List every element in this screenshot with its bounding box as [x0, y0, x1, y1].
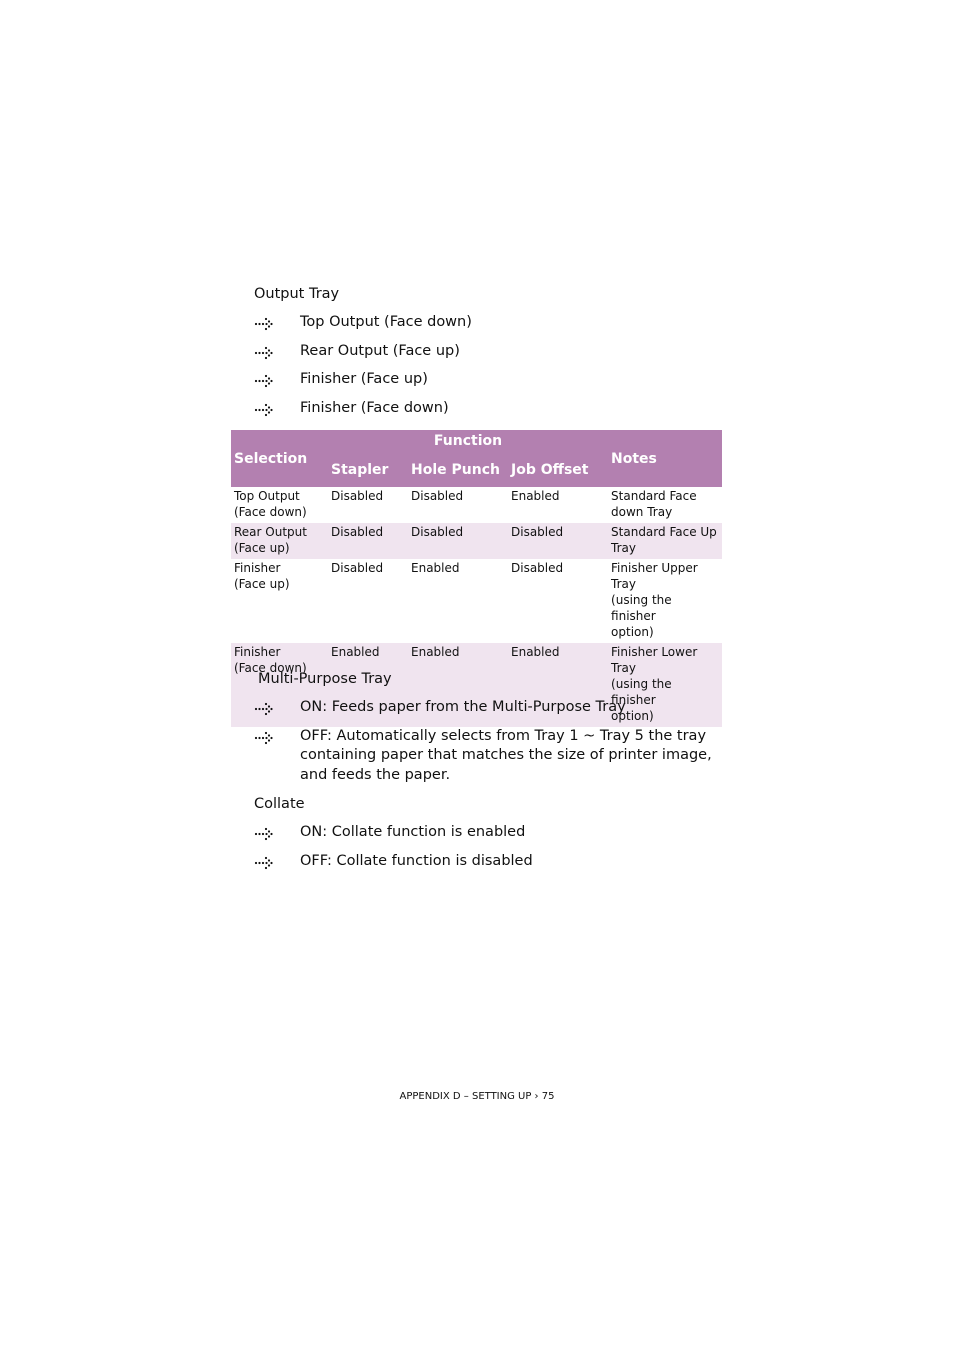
table-row	[231, 559, 722, 643]
cell-stapler: Disabled	[328, 523, 408, 559]
arrow-bullet-icon	[254, 399, 276, 419]
cell-selection: Finisher (Face up)	[231, 559, 328, 643]
header-function: Function	[328, 430, 608, 452]
header-job-offset: Job Offset	[508, 452, 608, 487]
arrow-bullet-icon	[254, 852, 276, 872]
page-footer: APPENDIX D – SETTING UP › 75	[399, 1091, 555, 1102]
list-item: ON: Feeds paper from the Multi-Purpose Tray	[254, 698, 724, 718]
arrow-bullet-icon	[254, 698, 276, 718]
cell-hole-punch: Enabled	[408, 559, 508, 643]
header-stapler: Stapler	[328, 452, 408, 487]
multi-purpose-tray-list	[254, 698, 724, 785]
arrow-bullet-icon	[254, 727, 276, 747]
list-item: Finisher (Face up)	[254, 370, 724, 390]
cell-hole-punch: Disabled	[408, 487, 508, 523]
cell-notes: Finisher Lower Tray (using the finisher option)	[608, 643, 722, 727]
arrow-bullet-icon	[254, 313, 276, 333]
arrow-bullet-icon	[254, 342, 276, 362]
header-hole-punch: Hole Punch	[408, 452, 508, 487]
arrow-bullet-icon	[254, 370, 276, 390]
cell-hole-punch: Disabled	[408, 523, 508, 559]
table-row	[231, 487, 722, 523]
list-item: Top Output (Face down)	[254, 313, 724, 333]
list-item: Rear Output (Face up)	[254, 342, 724, 362]
header-selection: Selection	[231, 430, 328, 487]
header-notes: Notes	[608, 430, 722, 487]
cell-job-offset: Disabled	[508, 523, 608, 559]
multi-purpose-tray-heading: Multi-Purpose Tray	[258, 671, 392, 687]
list-item: OFF: Collate function is disabled	[254, 852, 724, 872]
collate-heading: Collate	[254, 796, 305, 812]
cell-hole-punch: Enabled	[408, 643, 508, 727]
list-item: Finisher (Face down)	[254, 399, 724, 419]
cell-stapler: Disabled	[328, 559, 408, 643]
cell-selection: Top Output (Face down)	[231, 487, 328, 523]
collate-list	[254, 823, 724, 871]
cell-job-offset: Disabled	[508, 559, 608, 643]
cell-job-offset: Enabled	[508, 487, 608, 523]
cell-stapler: Disabled	[328, 487, 408, 523]
cell-job-offset: Enabled	[508, 643, 608, 727]
cell-selection: Rear Output (Face up)	[231, 523, 328, 559]
arrow-bullet-icon	[254, 823, 276, 843]
cell-notes: Standard Face down Tray	[608, 487, 722, 523]
cell-selection: Finisher (Face down)	[231, 643, 328, 727]
output-tray-heading: Output Tray	[254, 286, 340, 302]
cell-notes: Finisher Upper Tray (using the finisher option)	[608, 559, 722, 643]
cell-notes: Standard Face Up Tray	[608, 523, 722, 559]
cell-stapler: Enabled	[328, 643, 408, 727]
output-tray-list	[254, 313, 724, 418]
table-row	[231, 523, 722, 559]
list-item: ON: Collate function is enabled	[254, 823, 724, 843]
list-item: OFF: Automatically selects from Tray 1 ~ Tray 5 the tray containing paper that matches the size of printer image, and feeds the paper.	[254, 727, 724, 786]
